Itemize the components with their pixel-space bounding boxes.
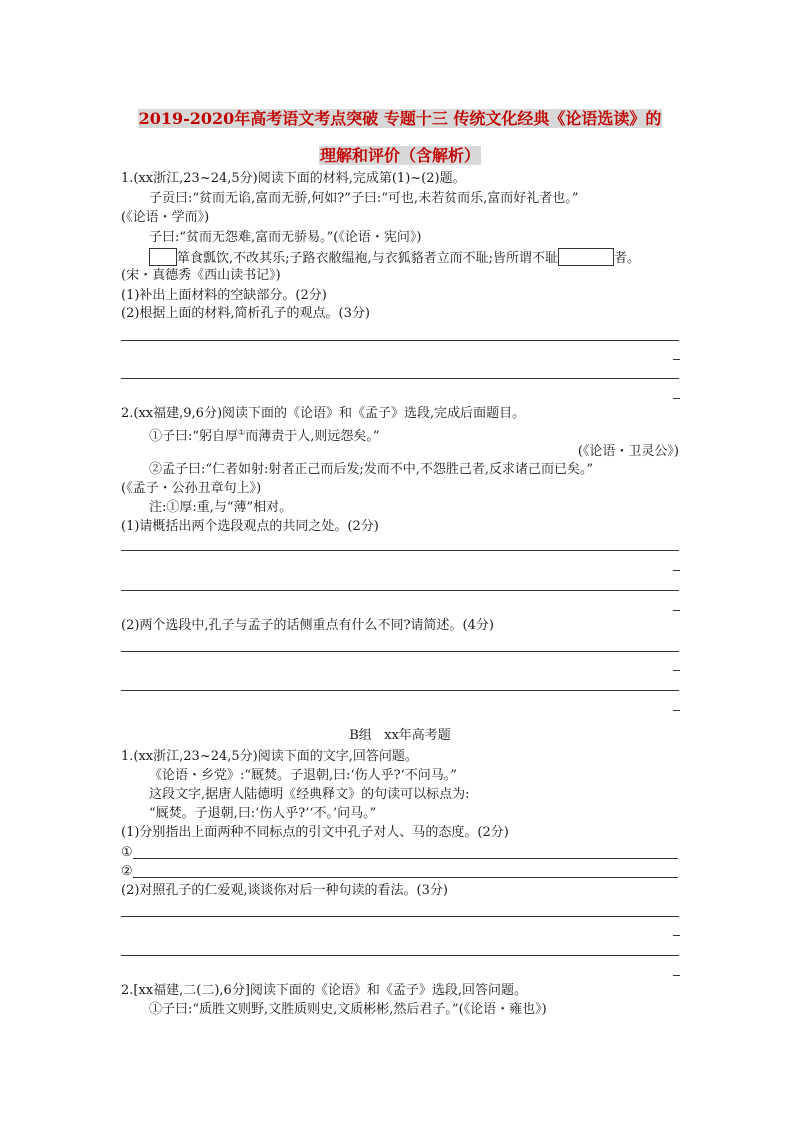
answer-line-mark (673, 610, 680, 611)
group-b-q1-quote: 《论语・乡党》:“厩焚。子退朝,曰:‘伤人乎?’不问马。” (149, 768, 457, 783)
answer-line[interactable] (121, 378, 679, 379)
document-title-line-1: 2019-2020年高考语文考点突破 专题十三 传统文化经典《论语选读》的 (138, 109, 662, 128)
q1-sub-question-1: (1)补出上面材料的空缺部分。(2分) (121, 288, 327, 303)
answer-line-mark (673, 975, 680, 976)
answer-line-mark (673, 710, 680, 711)
answer-line[interactable] (121, 955, 679, 956)
q2-sub-question-1: (1)请概括出两个选段观点的共同之处。(2分) (121, 519, 379, 534)
answer-line[interactable] (133, 843, 678, 859)
group-b-q1-sub-question-1: (1)分别指出上面两种不同标点的引文中孔子对人、马的态度。(2分) (121, 825, 509, 840)
answer-line[interactable] (121, 550, 679, 551)
q2-stem: 2.(xx福建,9,6分)阅读下面的《论语》和《孟子》选段,完成后面题目。 (121, 406, 526, 421)
answer-line-mark (673, 570, 680, 571)
q1-quote-2: 子曰:“贫而无怨难,富而无骄易。”(《论语・宪问》) (149, 230, 422, 245)
circled-number-2: ② (121, 864, 133, 879)
answer-line[interactable] (121, 916, 679, 917)
q2-quote-1-text: ①子曰:“躬自厚 (149, 429, 239, 444)
answer-line[interactable] (133, 862, 678, 878)
answer-line-mark (673, 359, 680, 360)
q1-quote-3-source: (宋・真德秀《西山读书记》) (121, 268, 281, 283)
q1-quote-3-text: 箪食瓢饮,不改其乐;子路衣敝缊袍,与衣狐貉者立而不耻;皆所谓不耻 (177, 251, 559, 266)
document-title-line-2: 理解和评价（含解析） (319, 146, 480, 165)
q1-quote-1: 子贡曰:“贫而无谄,富而无骄,何如?”子曰:“可也,未若贫而乐,富而好礼者也。” (149, 191, 579, 206)
group-b-q1-stem: 1.(xx浙江,23~24,5分)阅读下面的文字,回答问题。 (121, 749, 418, 764)
q2-quote-2: ②孟子曰:“仁者如射:射者正己而后发;发而不中,不怨胜己者,反求诸己而已矣。” (149, 462, 594, 477)
group-b-q2-stem: 2.[xx福建,二(二),6分]阅读下面的《论语》和《孟子》选段,回答问题。 (121, 983, 528, 998)
answer-line[interactable] (121, 651, 679, 652)
group-b-q1-sub-question-2: (2)对照孔子的仁爱观,谈谈你对后一种句读的看法。(3分) (121, 883, 448, 898)
answer-line-mark (673, 670, 680, 671)
answer-line[interactable] (121, 340, 679, 341)
q1-quote-1-source: (《论语・学而》) (121, 210, 210, 225)
group-b-heading: B组 xx年高考题 (349, 728, 451, 743)
circled-number-1: ① (121, 845, 133, 860)
group-b-q2-quote-1: ①子曰:“质胜文则野,文胜质则史,文质彬彬,然后君子。”(《论语・雍也》) (149, 1002, 547, 1017)
q1-quote-3 (149, 248, 640, 268)
q1-stem: 1.(xx浙江,23~24,5分)阅读下面的材料,完成第(1)~(2)题。 (121, 171, 466, 186)
q2-quote-1-source: (《论语・卫灵公》) (577, 444, 679, 459)
q1-sub-question-2: (2)根据上面的材料,简析孔子的观点。(3分) (121, 306, 370, 321)
group-b-q1-answer-2 (121, 862, 678, 881)
q2-quote-2-source: (《孟子・公孙丑章句上》) (121, 481, 262, 496)
q2-quote-1 (149, 424, 379, 446)
q1-blank-2[interactable] (558, 248, 614, 266)
q2-note: 注:①厚:重,与“薄”相对。 (149, 500, 293, 515)
q2-quote-1-text-end: 而薄责于人,则远怨矣。” (245, 429, 380, 444)
group-b-q1-answer-1 (121, 843, 678, 862)
q1-blank-1[interactable] (149, 248, 177, 266)
footnote-marker: ① (238, 428, 246, 437)
group-b-q1-alt-punctuation: “厩焚。子退朝,曰:‘伤人乎?’‘不。’问马。” (149, 806, 377, 821)
answer-line[interactable] (121, 590, 679, 591)
answer-line-mark (673, 398, 680, 399)
q2-sub-question-2: (2)两个选段中,孔子与孟子的话侧重点有什么不同?请简述。(4分) (121, 618, 494, 633)
answer-line-mark (673, 935, 680, 936)
group-b-q1-intro: 这段文字,据唐人陆德明《经典释文》的句读可以标点为: (149, 787, 470, 802)
answer-line[interactable] (121, 690, 679, 691)
q1-quote-3-end: 者。 (614, 251, 641, 266)
